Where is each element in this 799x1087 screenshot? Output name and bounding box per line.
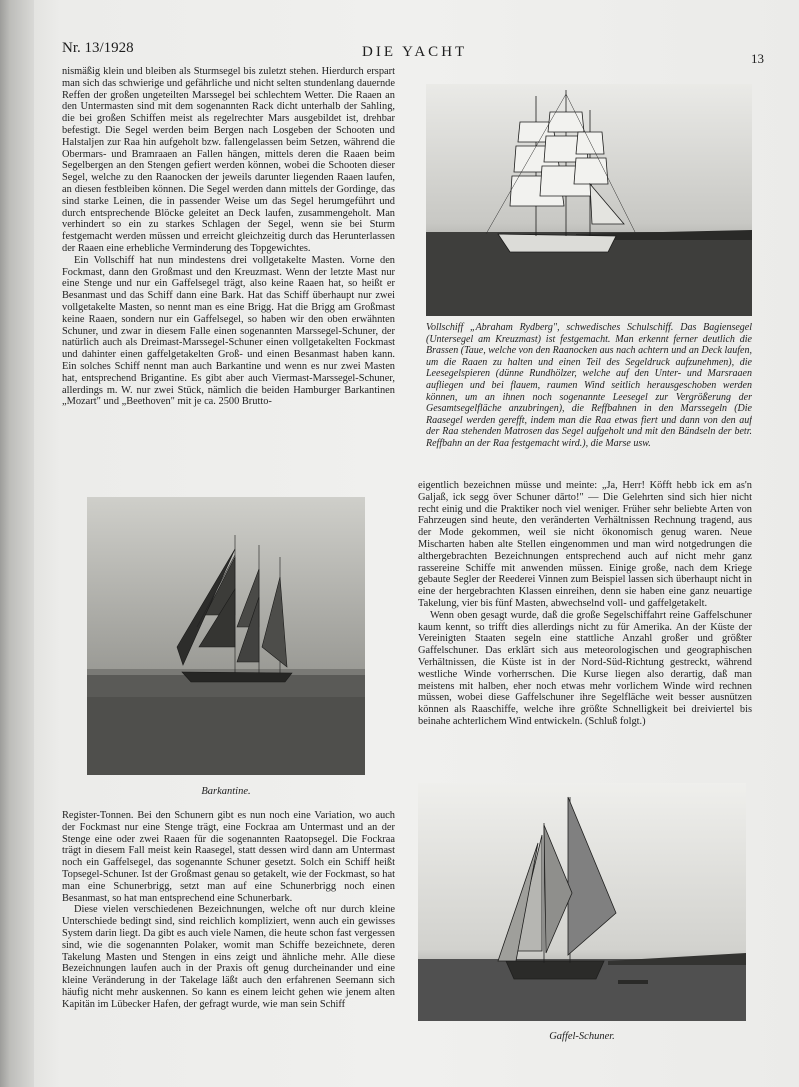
paragraph: eigentlich bezeichnen müsse und meinte: „Ja, Herr! Köfft hebb ick em as'n Galjaß, ick segg över Schuner dārto!" — Die Gelehrten sind sich hier nicht recht einig und die Praktiker noch viel weniger. Früher sehr beliebte Arten von Fahrzeugen sind heute, den veränderten Verhältnissen Rechnung tragend, aus der Mode gekommen, weil sie nicht ökonomisch genug waren. Neue Mischarten haben alte Stellen eingenommen und man wird notgedrungen die althergebrachten Bezeichnungen entsprechend auch auf nicht mehr ganz rassereine Schiffe mit anwenden müssen. Einige große, nach dem Kriege gebaute Segler der Reederei Vinnen zum Beispiel lassen sich überhaupt nicht in eine der hergebrachten Klassen einreihen, denn sie haben eine ganz neuartige Takelung, vier bis fünf Masten, abwechselnd voll- und gaffelgetakelt.	[418, 480, 752, 609]
text-column-right-middle	[418, 480, 752, 775]
text-column-left-top	[62, 66, 395, 486]
caption-vollschiff: Vollschiff „Abraham Rydberg", schwedisches Schulschiff. Das Bagiensegel (Untersegel am Kreuzmast) ist festgemacht. Man erkennt ferner deutlich die Brassen (Taue, welche von den Raanocken aus nach achtern und an Deck laufen, um die Raaen zu halten und einen Teil des Segeldruck aufzunehmen), die Leesegelspieren (dünne Rundhölzer, welche auf den Unter- und Marsraaen aufliegen und bei flauem, raumen Wind seitlich herausgeschoben werden können, um an ihnen noch sogenannte Leesegel zur Vergrößerung der Gesamtsegelfläche anzubringen), die Reffbahnen in den Marssegeln (Die Raasegel werden gerefft, indem man die Raa etwas fiert und dann von den auf der Raa stehenden Matrosen das Segel aufgeholt und mit den Bändseln der betr. Reffbahn an der Raa festgemacht wird.), die Marse usw.	[426, 322, 752, 449]
vollschiff-ship-image	[426, 84, 752, 316]
photo-vollschiff	[426, 84, 752, 316]
paragraph: nismäßig klein und bleiben als Sturmsegel bis zuletzt stehen. Hierdurch erspart man sich das schwierige und gefährliche und nicht selten stundenlang dauernde Reffen der großen ungeteilten Marssegel bei schlechtem Wetter. Die Raaen an den Untermasten sind mit dem sogenannten Rack dicht unterhalb der Sahling, die bei großen Schiffen meist als regelrechter Mars ausgebildet ist, drehbar befestigt. Die Segel werden beim Bergen nach Losgeben der Schooten und Halstaljen zur Raa hin aufgeholt bzw. fallengelassen beim Setzen, während die Obermars- und Bramraaen an Fallen hängen, mittels deren die Raaen beim Segelbergen an den Stengen gefiert werden können, wobei die Schooten dieser Segel, welche zu den Raanocken der jeweils darunter liegenden Raaen laufen, an diesen festbleiben können. Die Segel werden dann mittels der Gordinge, das sind starke Leinen, die in passender Weise um das Segel herumgeführt und durch entsprechende Blöcke geleitet an Deck laufen, zusammengeholt. Man verhindert so ein zu starkes Schlagen der Segel, wenn sie bei Sturm festgemacht werden müssen und erreicht gleichzeitig durch das Herunterlassen der Raaen eine erhebliche Verminderung des Topgewichtes.	[62, 66, 395, 254]
text-column-left-bottom	[62, 810, 395, 1060]
caption-gaffelschuner: Gaffel-Schuner.	[549, 1031, 615, 1042]
photo-barkantine	[87, 497, 365, 775]
barkantine-ship-image	[87, 497, 365, 775]
paragraph: Register-Tonnen. Bei den Schunern gibt es nun noch eine Variation, wo auch der Fockmast nur eine Stenge trägt, eine Fockraa am Untermast und an der Stenge eine oder zwei Raaen für die sogenannten Raatopsegel. Die Fockraa trägt in diesem Fall meist kein Raasegel, statt dessen wird dann am Untermast noch ein Gaffelsegel, das sogenannte Schuner gesetzt. Solch ein Schiff heißt Topsegel-Schuner. Ist der Großmast genau so getakelt, wie der Fockmast, so hat man eine Schunerbrigg, setzt man auf eine Schunerbrigg noch einen Besanmast, so hat man entsprechend eine Schunerbark.	[62, 810, 395, 904]
page-header	[62, 38, 764, 66]
issue-number: Nr. 13/1928	[62, 40, 134, 56]
caption-barkantine: Barkantine.	[201, 786, 251, 797]
paragraph: Ein Vollschiff hat nun mindestens drei vollgetakelte Masten. Vorne den Fockmast, dann den Großmast und den Kreuzmast. Wenn der letzte Mast nur eine Stenge und nur ein Gaffelsegel trägt, also keine Raaen hat, so heißt er Besanmast und das Schiff dann eine Bark. Hat das Schiff überhaupt nur zwei vollgetakelte Masten, so nennt man es eine Brigg. Hat die Brigg am Großmast keine Raaen, sondern nur ein Gaffelsegel, so haben wir den oben erwähnten Schuner, und zwar in diesem Falle einen sogenannten Marssegel-Schuner, der natürlich auch als Dreimast-Marssegel-Schuner einen vollgetakelten Fockmast und dahinter einen gaffelgetakelten Groß- und einen Besanmast haben kann. Ein solches Schiff nennt man auch Barkantine und wenn es nur zwei Masten hat, entsprechend Brigantine. Es gibt aber auch Viermast-Marssegel-Schuner, allerdings m. W. nur zwei Stück, nämlich die beiden Hamburger Barkantinen „Mozart" und „Beethoven" mit je ca. 2500 Brutto-	[62, 254, 395, 408]
page-number: 13	[751, 51, 764, 66]
magazine-title: DIE YACHT	[362, 44, 468, 60]
book-spine-shadow	[0, 0, 34, 1087]
paragraph: Diese vielen verschiedenen Bezeichnungen, welche oft nur durch kleine Unterschiede bedingt sind, sind reichlich kompliziert, wenn auch ein gewisses System darin liegt. Da gibt es auch viele Namen, die heute schon fast vergessen sind, wie die sogenannten Polaker, womit man Schiffe bezeichnete, deren Takelung Masten und Stengen in eins zeigt und ähnliche mehr. Alle diese Bezeichnungen laufen auch in der Praxis oft genug durcheinander und eine kleine Veränderung in der Takelage läßt auch den erfahrenen Seemann sich häufig nicht mehr auskennen. So kann es einem leicht gehen wie jenem alten Kapitän im Lübecker Hafen, der gefragt wurde, wie man sein Schiff	[62, 904, 395, 1010]
photo-gaffelschuner	[418, 783, 746, 1021]
gaffelschuner-ship-image	[418, 783, 746, 1021]
paragraph: Wenn oben gesagt wurde, daß die große Segelschiffahrt reine Gaffelschuner kaum kennt, so trifft dies allerdings nicht zu für Amerika. An der Küste der Vereinigten Staaten segeln eine stattliche Anzahl großer und größter Gaffelschuner. Das erklärt sich aus meteorologischen und geographischen Verhältnissen, die Küste ist in der Nord-Süd-Richtung gestreckt, während westliche Winde vorherrschen. Die Kurse liegen also derartig, daß man meistens mit halben, eher noch etwas mehr vorlichem Winde wird rechnen müssen, wobei diese Gaffelschuner ihre Segelfläche weit besser ausnützen können als Raaschiffe, welche ihre größte Schnelligkeit bei dreiviertel bis beinahe achterlichem Wind entwickeln. (Schluß folgt.)	[418, 609, 752, 727]
